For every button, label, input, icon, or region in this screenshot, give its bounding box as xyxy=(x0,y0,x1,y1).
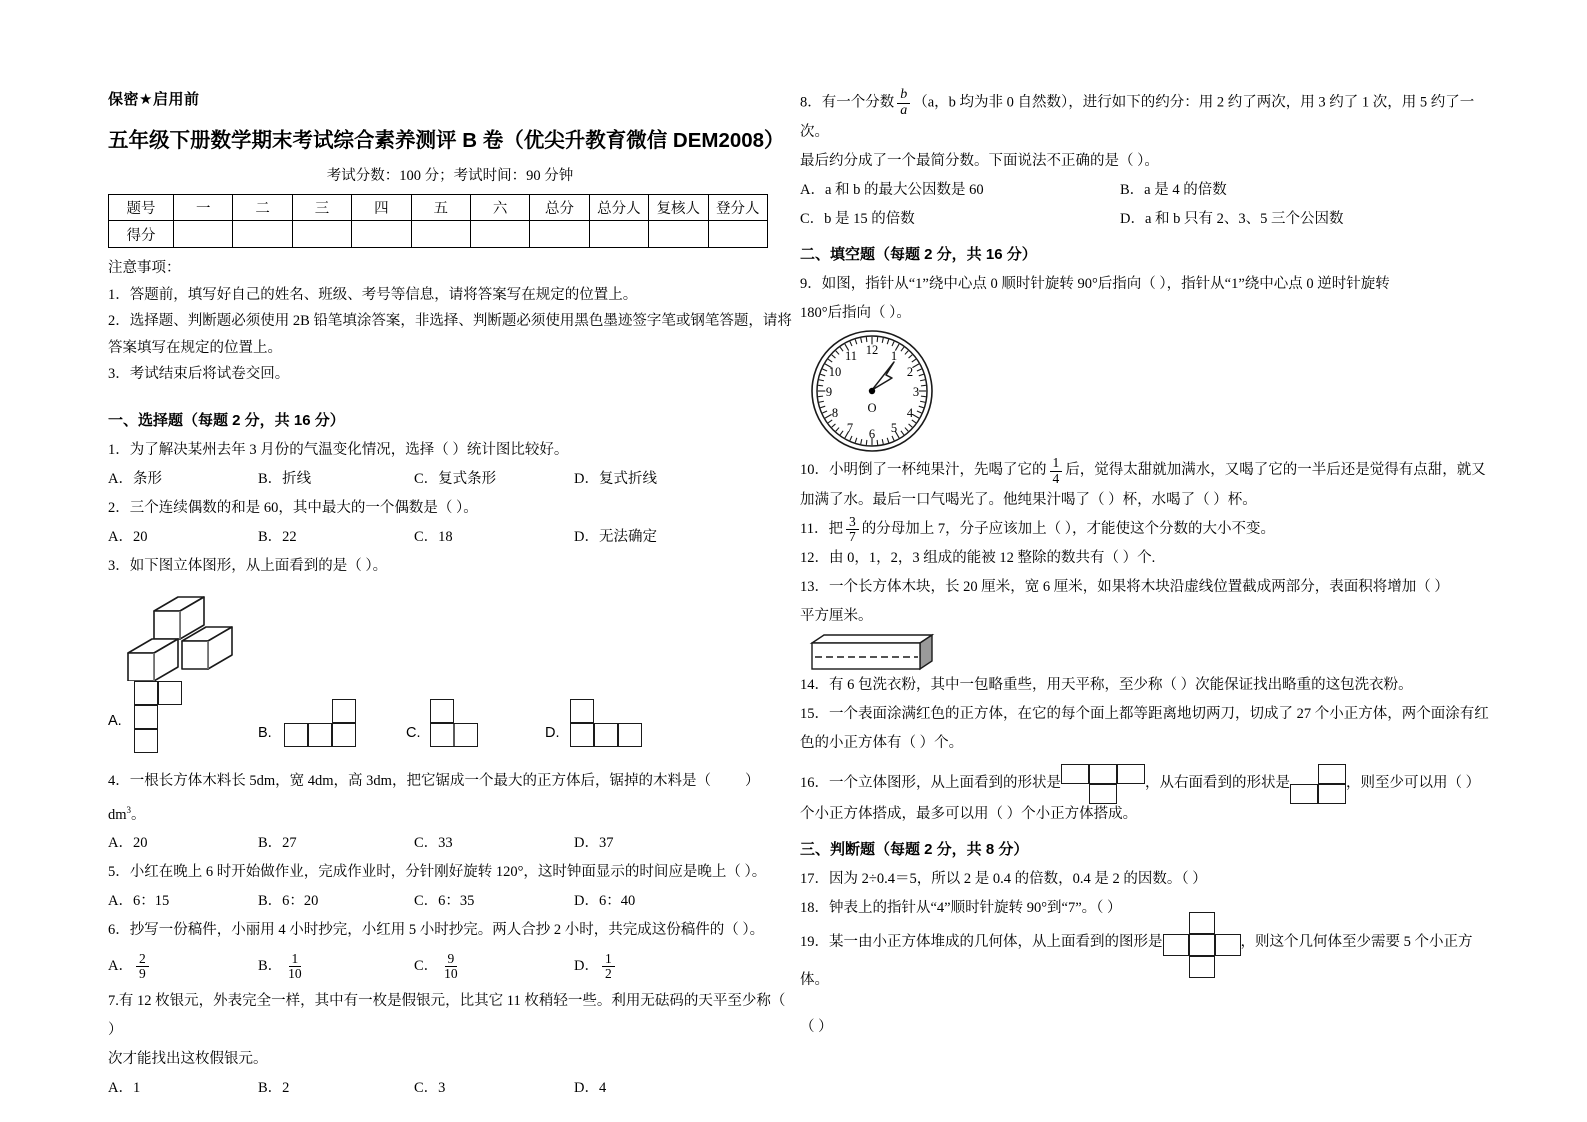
question-4-text-b: ）dm xyxy=(108,772,760,823)
svg-text:10: 10 xyxy=(828,365,842,380)
option-a[interactable]: A．20 xyxy=(108,835,148,852)
question-6-text: 6．抄写一份稿件，小丽用 4 小时抄完，小红用 5 小时抄完。两人合抄 2 小时，共完成这份稿件的（ ）。 xyxy=(108,922,765,939)
left-column xyxy=(108,0,792,1103)
confidential-label: 保密★启用前 xyxy=(108,91,200,108)
fraction xyxy=(1050,456,1063,485)
svg-text:1: 1 xyxy=(890,349,898,364)
question-10-line2: 加满了水。最后一口气喝光了。他纯果汁喝了（ ）杯，水喝了（ ）杯。 xyxy=(800,491,1257,508)
question-19-text-a: 19．某一由小正方体堆成的几何体，从上面看到的图形是 xyxy=(800,934,1163,951)
option-b[interactable]: B．a 是 4 的倍数 xyxy=(1120,182,1227,199)
question-16-line1 xyxy=(800,766,1500,800)
question-9-line2: 180°后指向（ ）。 xyxy=(800,305,911,322)
option-b-label: B． xyxy=(258,958,283,975)
question-4-sup: 3 xyxy=(126,804,132,815)
option-a[interactable]: A．条形 xyxy=(108,470,162,487)
svg-text:9: 9 xyxy=(825,385,833,400)
fraction-denominator: 7 xyxy=(848,528,856,544)
question-4-text xyxy=(108,767,792,830)
fraction-denominator: 9 xyxy=(138,965,146,981)
question-16-right-view-figure xyxy=(1290,777,1346,801)
question-10-text-a: 10．小明倒了一杯纯果汁，先喝了它的 xyxy=(800,462,1047,479)
fraction-numerator: 2 xyxy=(136,952,149,967)
question-8-line2: 最后约分成了一个最简分数。下面说法不正确的是（ ）。 xyxy=(800,153,1159,170)
option-c-label: C. xyxy=(406,724,421,741)
fraction-denominator: 10 xyxy=(444,965,458,981)
score-cell: 六 xyxy=(470,195,529,221)
svg-text:2: 2 xyxy=(906,365,914,380)
question-8-text-a: 8．有一个分数 xyxy=(800,94,895,111)
question-8-options-row1 xyxy=(800,176,1500,205)
question-10-text-b: 后，觉得太甜就加满水，又喝了它的一半后还是觉得有点甜，就又 xyxy=(1065,462,1486,479)
option-a-label: A. xyxy=(108,712,122,729)
option-a[interactable]: A．1 xyxy=(108,1080,141,1097)
question-11-text-a: 11．把 xyxy=(800,520,843,537)
score-cell: 得分 xyxy=(109,221,174,248)
question-18-text: 18．钟表上的指针从“4”顺时针旋转 90°到“7”。（ ） xyxy=(800,900,1122,917)
question-7-line1: 7.有 12 枚银元，外表完全一样，其中有一枚是假银元，比其它 11 枚稍轻一些。利用无砝码的天平至少称（ ） xyxy=(108,993,786,1039)
question-3-solid-figure xyxy=(108,581,792,679)
question-16-text-c: ，则至少可以用（ ） xyxy=(1346,775,1481,792)
fraction-denominator: a xyxy=(900,102,908,118)
question-8-options-row2 xyxy=(800,205,1500,234)
score-input-cell[interactable] xyxy=(589,221,648,248)
fraction-numerator: 1 xyxy=(1050,456,1063,471)
score-input-cell[interactable] xyxy=(352,221,411,248)
section-heading-fill: 二、填空题（每题 2 分，共 16 分） xyxy=(800,246,1037,264)
clock-center-pivot xyxy=(869,388,875,394)
score-input-cell[interactable] xyxy=(530,221,589,248)
score-cell: 三 xyxy=(292,195,351,221)
question-19-text-b: ，则这个几何体至少需要 5 个小正方体。 xyxy=(800,934,1473,989)
fraction xyxy=(846,515,859,544)
question-13-prism-figure xyxy=(800,631,1500,671)
question-2-text: 2．三个连续偶数的和是 60，其中最大的一个偶数是（ ）。 xyxy=(108,499,478,516)
table-row-header xyxy=(109,195,768,221)
fraction xyxy=(441,952,461,981)
option-c-figure[interactable] xyxy=(430,699,502,751)
option-d[interactable]: D．复式折线 xyxy=(574,470,657,487)
question-4-text-c: 。 xyxy=(131,806,146,823)
option-a-label: A． xyxy=(108,958,133,975)
question-11-line xyxy=(800,515,1500,544)
option-c[interactable]: C．18 xyxy=(414,528,453,545)
score-input-cell[interactable] xyxy=(174,221,233,248)
question-15-line2: 色的小正方体有（ ）个。 xyxy=(800,735,964,752)
fraction-denominator: 4 xyxy=(1052,470,1060,486)
option-b[interactable]: B．22 xyxy=(258,528,297,545)
svg-text:5: 5 xyxy=(890,421,898,436)
question-7-options xyxy=(108,1074,792,1103)
question-8-line1 xyxy=(800,88,1500,147)
score-input-cell[interactable] xyxy=(708,221,767,248)
option-b[interactable]: B．6：20 xyxy=(258,893,319,910)
option-a-figure[interactable] xyxy=(134,681,206,753)
question-5-text: 5．小红在晚上 6 时开始做作业，完成作业时，分针刚好旋转 120°，这时钟面显示的时间应是晚上（ ）。 xyxy=(108,864,767,881)
option-c[interactable]: C．6：35 xyxy=(414,893,475,910)
option-d-figure[interactable] xyxy=(570,699,666,751)
score-cell: 题号 xyxy=(109,195,174,221)
option-c[interactable]: C．3 xyxy=(414,1080,446,1097)
option-b[interactable]: B．27 xyxy=(258,835,297,852)
question-9-clock-figure xyxy=(800,328,1500,456)
fraction xyxy=(602,952,615,981)
question-19-line1 xyxy=(800,923,1500,999)
question-16-top-view-figure xyxy=(1061,777,1145,801)
svg-text:8: 8 xyxy=(831,406,839,421)
option-a[interactable]: A．20 xyxy=(108,528,148,545)
score-cell: 四 xyxy=(352,195,411,221)
score-cell: 登分人 xyxy=(708,195,767,221)
question-17-text: 17．因为 2÷0.4＝5，所以 2 是 0.4 的倍数，0.4 是 2 的因数。（ ） xyxy=(800,871,1207,888)
question-15-line1: 15．一个表面涂满红色的正方体，在它的每个面上都等距离地切两刀，切成了 27 个小正方体，两个面涂有红 xyxy=(800,706,1489,723)
svg-text:3: 3 xyxy=(912,385,920,400)
score-cell: 五 xyxy=(411,195,470,221)
question-5-options xyxy=(108,887,792,916)
score-cell: 二 xyxy=(233,195,292,221)
question-6-options xyxy=(108,945,792,987)
option-a[interactable] xyxy=(108,945,258,987)
score-table xyxy=(108,194,768,248)
option-d[interactable]: D．4 xyxy=(574,1080,607,1097)
svg-text:11: 11 xyxy=(844,349,858,364)
question-7-line2: 次才能找出这枚假银元。 xyxy=(108,1051,268,1068)
notice-item: 答案填写在规定的位置上。 xyxy=(108,339,282,356)
question-1-text: 1．为了解决某州去年 3 月份的气温变化情况，选择（ ）统计图比较好。 xyxy=(108,441,569,458)
option-d-label: D． xyxy=(574,958,599,975)
question-2-options xyxy=(108,523,792,552)
option-c[interactable]: C．b 是 15 的倍数 xyxy=(800,211,915,228)
notice-item: 3．考试结束后将试卷交回。 xyxy=(108,366,290,382)
option-c[interactable] xyxy=(414,945,574,987)
question-16-text-b: ，从右面看到的形状是 xyxy=(1145,775,1290,792)
question-3-options xyxy=(108,679,792,753)
option-a[interactable]: A．a 和 b 的最大公因数是 60 xyxy=(800,182,984,199)
question-16-text-a: 16．一个立体图形，从上面看到的形状是 xyxy=(800,775,1061,792)
question-4-text-a: 4．一根长方体木料长 5dm，宽 4dm，高 3dm，把它锯成一个最大的正方体后，锯掉的木料是（ xyxy=(108,772,711,789)
question-3-text: 3．如下图立体图形，从上面看到的是（ ）。 xyxy=(108,557,388,574)
fraction-numerator: 9 xyxy=(445,952,458,967)
table-row-score xyxy=(109,221,768,248)
page-title: 五年级下册数学期末考试综合素养测评 B 卷（优尖升教育微信 DEM2008） xyxy=(108,129,785,152)
question-13-line2: 平方厘米。 xyxy=(800,608,873,625)
fraction-numerator: 3 xyxy=(846,515,859,530)
question-10-line1 xyxy=(800,456,1500,485)
question-19-line2: （ ） xyxy=(800,1019,833,1036)
fraction-denominator: 2 xyxy=(604,965,612,981)
section-heading-judge: 三、判断题（每题 2 分，共 8 分） xyxy=(800,841,1029,859)
fraction xyxy=(285,952,305,981)
option-b-label: B. xyxy=(258,724,272,741)
option-d[interactable]: D．无法确定 xyxy=(574,528,657,545)
option-b[interactable]: B．折线 xyxy=(258,470,312,487)
svg-text:6: 6 xyxy=(868,427,876,442)
question-14-text: 14．有 6 包洗衣粉，其中一包略重些，用天平称，至少称（ ）次能保证找出略重的这包洗衣粉。 xyxy=(800,677,1413,694)
svg-text:12: 12 xyxy=(865,343,879,358)
score-input-cell[interactable] xyxy=(470,221,529,248)
option-d[interactable]: D．37 xyxy=(574,835,614,852)
fraction xyxy=(136,952,149,981)
question-16-line2: 个小正方体搭成，最多可以用（ ）个小正方体搭成。 xyxy=(800,806,1138,823)
notice-item: 2．选择题、判断题必须使用 2B 铅笔填涂答案，非选择、判断题必须使用黑色墨迹签字笔或钢笔答题，请将 xyxy=(108,313,792,329)
svg-text:4: 4 xyxy=(906,406,914,421)
option-d[interactable]: D．a 和 b 只有 2、3、5 三个公因数 xyxy=(1120,211,1344,228)
score-cell: 总分人 xyxy=(589,195,648,221)
fraction-numerator: 1 xyxy=(602,952,615,967)
score-input-cell[interactable] xyxy=(292,221,351,248)
question-11-text-b: 的分母加上 7，分子应该加上（ ），才能使这个分数的大小不变。 xyxy=(861,520,1275,537)
right-column xyxy=(800,0,1500,1042)
section-heading-choice: 一、选择题（每题 2 分，共 16 分） xyxy=(108,411,345,429)
option-b-figure[interactable] xyxy=(284,699,380,751)
notice-item: 1．答题前，填写好自己的姓名、班级、考号等信息，请将答案写在规定的位置上。 xyxy=(108,286,638,303)
score-cell: 一 xyxy=(174,195,233,221)
option-a[interactable]: A．6：15 xyxy=(108,893,170,910)
question-19-top-view-figure xyxy=(1163,934,1241,960)
score-input-cell[interactable] xyxy=(649,221,708,248)
fraction-denominator: 10 xyxy=(288,965,302,981)
exam-subtitle: 考试分数：100 分；考试时间：90 分钟 xyxy=(326,168,574,184)
score-input-cell[interactable] xyxy=(411,221,470,248)
question-13-line1: 13．一个长方体木块，长 20 厘米，宽 6 厘米，如果将木块沿虚线位置截成两部分，表面积将增加（ ） xyxy=(800,579,1449,596)
clock-center-label: O xyxy=(867,401,877,416)
question-9-line1: 9．如图，指针从“1”绕中心点 0 顺时针旋转 90°后指向（ ），指针从“1”绕中心点 0 逆时针旋转 xyxy=(800,276,1390,293)
option-b[interactable]: B．2 xyxy=(258,1080,290,1097)
notice-heading: 注意事项： xyxy=(108,260,181,276)
svg-text:7: 7 xyxy=(846,421,854,436)
score-cell: 总分 xyxy=(530,195,589,221)
option-d[interactable] xyxy=(574,945,618,987)
question-4-options xyxy=(108,829,792,858)
fraction-numerator: 1 xyxy=(289,952,302,967)
option-c[interactable]: C．复式条形 xyxy=(414,470,497,487)
fraction-numerator: b xyxy=(897,88,910,104)
notice-block xyxy=(108,255,792,388)
option-c[interactable]: C．33 xyxy=(414,835,453,852)
score-input-cell[interactable] xyxy=(233,221,292,248)
question-8-text-b: （a，b 均为非 0 自然数），进行如下的约分：用 2 约了两次，用 3 约了 1 次，用 5 约了一次。 xyxy=(800,94,1475,141)
question-12-text: 12．由 0，1，2，3 组成的能被 12 整除的数共有（ ）个. xyxy=(800,550,1156,567)
option-d[interactable]: D．6：40 xyxy=(574,893,636,910)
option-c-label: C． xyxy=(414,958,439,975)
score-cell: 复核人 xyxy=(649,195,708,221)
option-b[interactable] xyxy=(258,945,414,987)
question-1-options xyxy=(108,465,792,494)
fraction xyxy=(897,88,910,118)
option-d-label: D. xyxy=(545,724,560,741)
